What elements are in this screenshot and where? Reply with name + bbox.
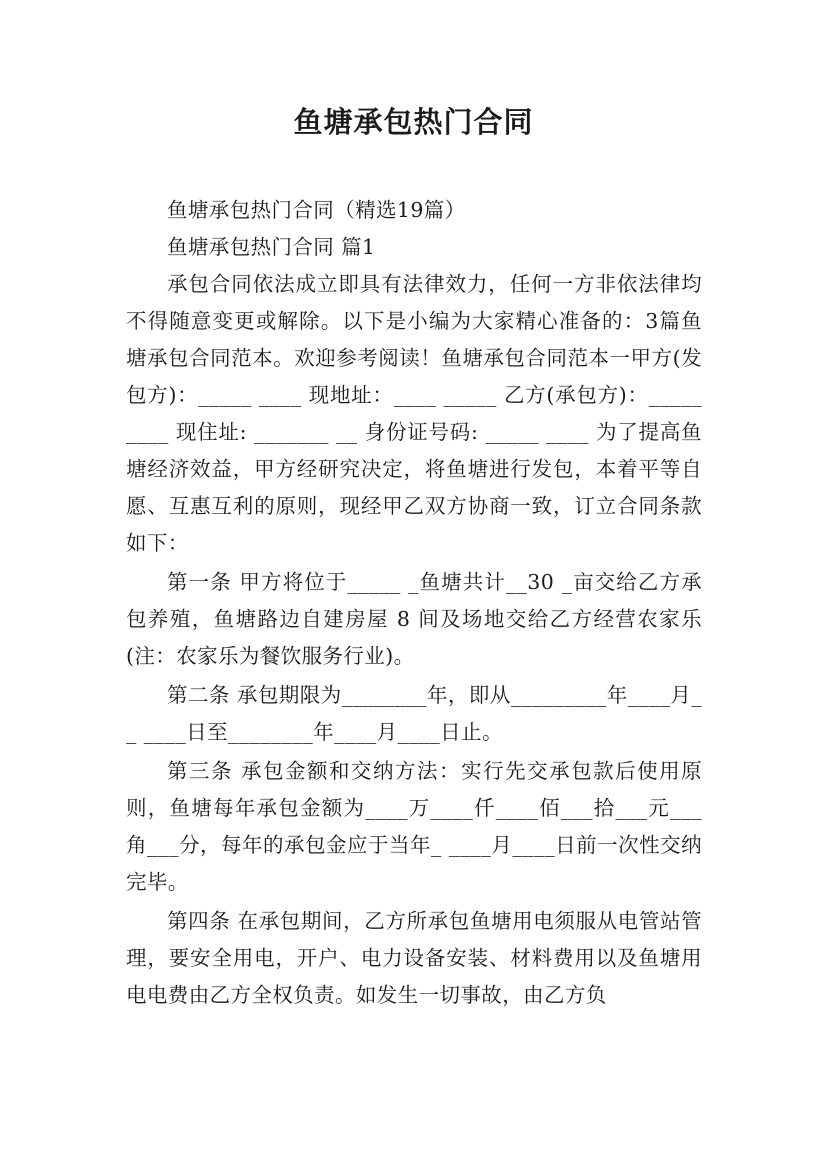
document-title: 鱼塘承包热门合同 xyxy=(293,105,534,139)
document-body xyxy=(126,192,702,1014)
paragraph-section-heading: 鱼塘承包热门合同 篇1 xyxy=(167,235,376,259)
paragraph-article-2: 第二条 承包期限为________年，即从_________年____月__ ____日至________年____月____日止。 xyxy=(126,683,702,744)
paragraph-article-1: 第一条 甲方将位于_____ _鱼塘共计__30 _亩交给乙方承包养殖，鱼塘路边自建房屋 8 间及场地交给乙方经营农家乐(注：农家乐为餐饮服务行业)。 xyxy=(126,570,702,668)
paragraph-intro: 承包合同依法成立即具有法律效力，任何一方非依法律均不得随意变更或解除。以下是小编为大家精心准备的：3篇鱼塘承包合同范本。欢迎参考阅读！鱼塘承包合同范本一甲方(发包方)：_____ ____ 现地址：____ _____ 乙方(承包方)：_____ ____ 现住址: _______ __ 身份证号码: _____ ____ 为了提高鱼塘经济效益，甲方经研究决定，将鱼塘进行发包，本着平等自愿、互惠互利的原则，现经甲乙双方协商一致，订立合同条款如下： xyxy=(126,272,702,555)
paragraph-article-3: 第三条 承包金额和交纳方法：实行先交承包款后使用原则，鱼塘每年承包金额为____万____仟____佰___拾___元___角___分，每年的承包金应于当年_ ____月____日前一次性交纳完毕。 xyxy=(126,759,702,894)
paragraph-article-4: 第四条 在承包期间，乙方所承包鱼塘用电须服从电管站管理，要安全用电，开户、电力设备安装、材料费用以及鱼塘用电电费由乙方全权负责。如发生一切事故，由乙方负 xyxy=(126,909,702,1007)
paragraph-subtitle: 鱼塘承包热门合同（精选19篇） xyxy=(167,198,466,222)
